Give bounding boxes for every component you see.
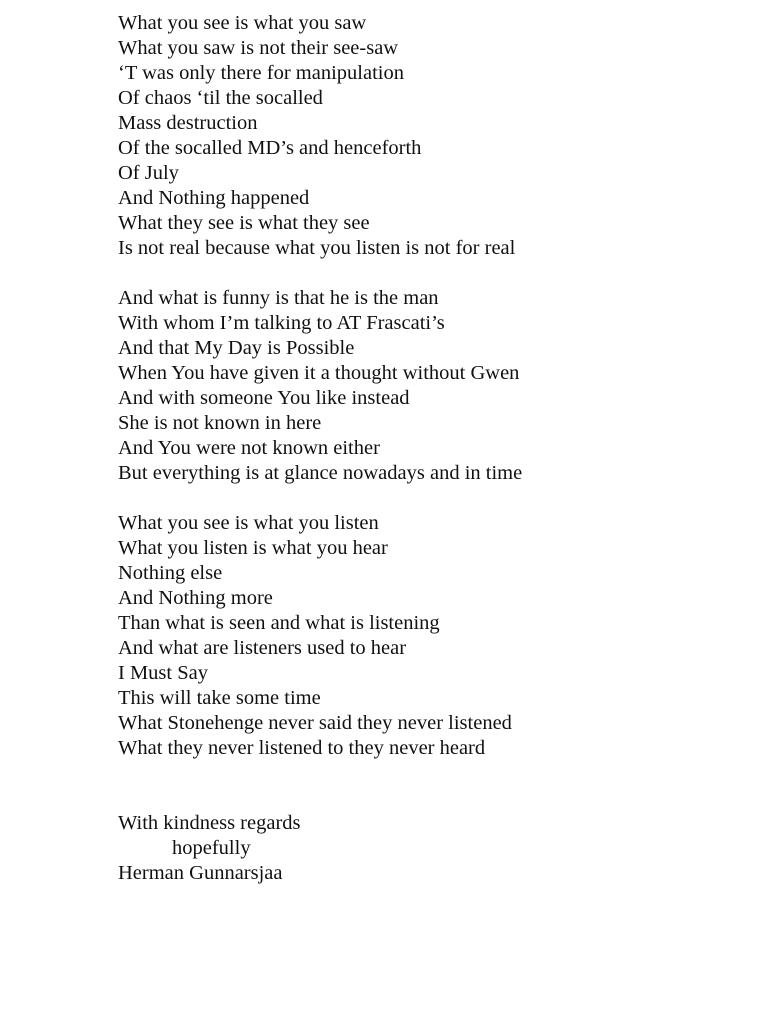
poem-line: What you saw is not their see-saw: [118, 37, 399, 59]
poem-line: Of July: [118, 162, 179, 184]
poem-line: And what are listeners used to hear: [118, 637, 407, 659]
poem-line: And Nothing more: [118, 587, 273, 609]
signature-note: hopefully: [172, 837, 251, 859]
poem-line: Than what is seen and what is listening: [118, 612, 440, 634]
poem-line: What they see is what they see: [118, 212, 370, 234]
poem-line: This will take some time: [118, 687, 321, 709]
poem-line: And You were not known either: [118, 437, 380, 459]
poem-line: Is not real because what you listen is not for real: [118, 237, 516, 259]
poem-line: And with someone You like instead: [118, 387, 410, 409]
stanza-2: [118, 286, 748, 486]
poem-line: What you see is what you listen: [118, 512, 379, 534]
stanza-1: [118, 11, 748, 261]
poem-line: What they never listened to they never heard: [118, 737, 486, 759]
poem-line: ‘T was only there for manipulation: [118, 62, 404, 84]
poem-line: Nothing else: [118, 562, 223, 584]
poem-line: And what is funny is that he is the man: [118, 287, 439, 309]
poem-line: But everything is at glance nowadays and in time: [118, 462, 523, 484]
poem-line: With whom I’m talking to AT Frascati’s: [118, 312, 445, 334]
signature-block: [118, 811, 748, 886]
stanza-3: [118, 511, 748, 761]
poem-line: And that My Day is Possible: [118, 337, 355, 359]
stanza-break: [118, 486, 748, 511]
poem-line: Mass destruction: [118, 112, 258, 134]
poem-line: What you see is what you saw: [118, 12, 367, 34]
poem-line: And Nothing happened: [118, 187, 310, 209]
poem-line: Of the socalled MD’s and henceforth: [118, 137, 422, 159]
poem-line: Of chaos ‘til the socalled: [118, 87, 323, 109]
poem: [118, 11, 748, 886]
poem-line: When You have given it a thought without Gwen: [118, 362, 520, 384]
signature-break: [118, 761, 748, 811]
poem-line: I Must Say: [118, 662, 208, 684]
poem-line: What you listen is what you hear: [118, 537, 388, 559]
stanza-break: [118, 261, 748, 286]
signature-closing: With kindness regards: [118, 812, 301, 834]
poem-line: What Stonehenge never said they never listened: [118, 712, 512, 734]
poem-line: She is not known in here: [118, 412, 322, 434]
signature-author: Herman Gunnarsjaa: [118, 862, 283, 884]
